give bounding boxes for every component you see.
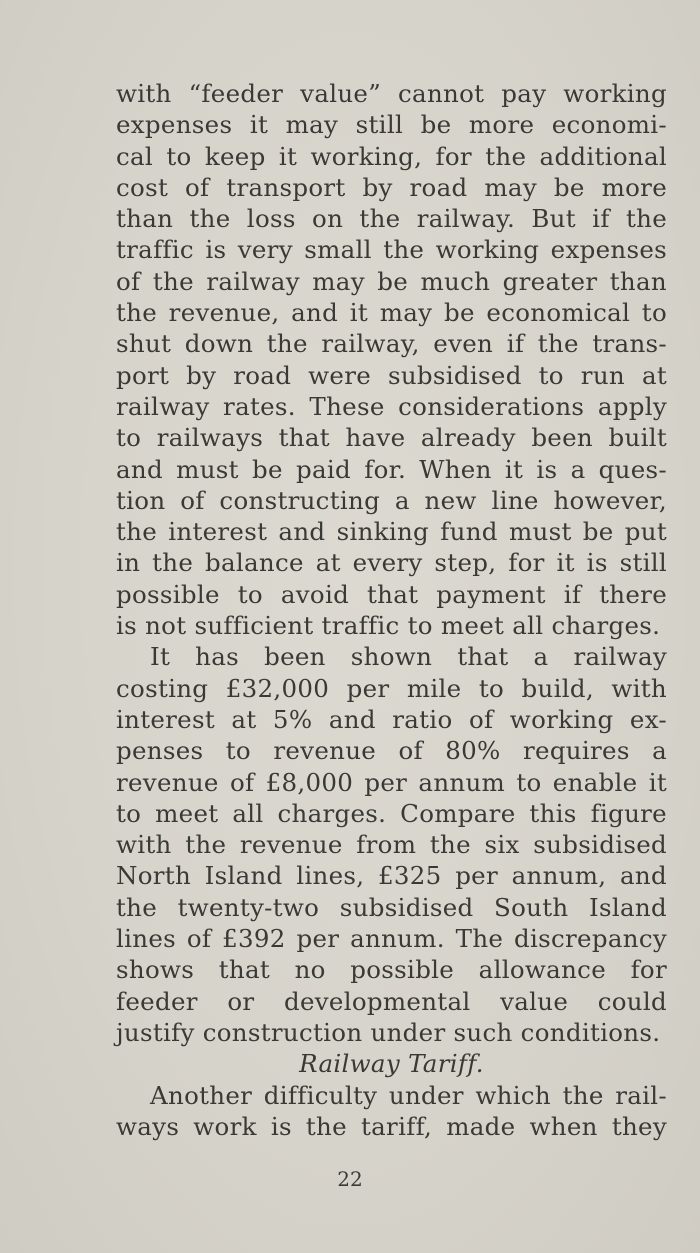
text-line: justify construction under such conditions. (116, 1017, 661, 1047)
text-line: the interest and sinking fund must be put (116, 517, 667, 547)
text-line: cost of transport by road may be more (116, 172, 667, 202)
text-line: than the loss on the railway. But if the (116, 204, 667, 234)
text-line: of the railway may be much greater than (116, 266, 667, 296)
text-line: with the revenue from the six subsidised (116, 830, 667, 860)
paragraph-start-line: It has been shown that a railway (150, 642, 667, 672)
page-number: 22 (337, 1167, 363, 1191)
text-line: tion of constructing a new line however, (116, 485, 667, 515)
text-line: shut down the railway, even if the trans- (116, 329, 667, 359)
text-line: traffic is very small the working expenses (116, 235, 667, 265)
text-line: is not sufficient traffic to meet all charges. (116, 611, 661, 641)
text-line: interest at 5% and ratio of working ex- (116, 704, 667, 734)
text-line: feeder or developmental value could (116, 986, 667, 1016)
text-line: cal to keep it working, for the additional (116, 141, 667, 171)
text-line: the revenue, and it may be economical to (116, 298, 667, 328)
section-heading: Railway Tariff. (299, 1049, 484, 1079)
text-line: to railways that have already been built (116, 423, 667, 453)
text-line: and must be paid for. When it is a ques- (116, 454, 667, 484)
text-line: ways work is the tariff, made when they (116, 1111, 667, 1141)
text-line: revenue of £8,000 per annum to enable it (116, 767, 667, 797)
text-line: the twenty-two subsidised South Island (116, 892, 667, 922)
text-line: penses to revenue of 80% requires a (116, 736, 667, 766)
text-line: in the balance at every step, for it is still (116, 548, 667, 578)
text-line: to meet all charges. Compare this figure (116, 798, 667, 828)
text-line: with “feeder value” cannot pay working (116, 79, 667, 108)
text-line: possible to avoid that payment if there (116, 579, 667, 609)
text-line: costing £32,000 per mile to build, with (116, 673, 667, 703)
text-line: North Island lines, £325 per annum, and (116, 861, 667, 891)
text-line: port by road were subsidised to run at (116, 360, 667, 390)
text-line: shows that no possible allowance for (116, 955, 667, 985)
text-line: expenses it may still be more economi- (116, 110, 667, 140)
body-text (116, 78, 667, 1142)
paragraph-start-line: Another difficulty under which the rail- (150, 1080, 667, 1110)
text-line: railway rates. These considerations apply (116, 391, 667, 421)
text-line: lines of £392 per annum. The discrepancy (116, 924, 667, 954)
